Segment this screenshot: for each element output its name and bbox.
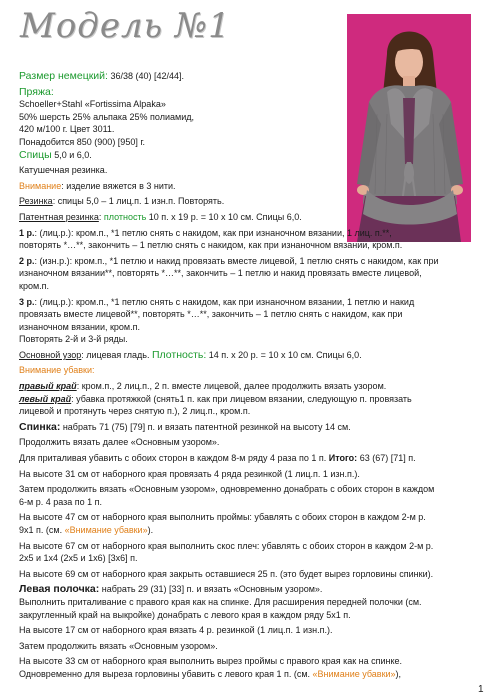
rib-label: Резинка [19,196,53,207]
left-edge-text: : убавка протяжкой (снять1 п. как при лицевом вязании, следующую п. провязать [71,393,412,404]
yarn-line: 50% шерсть 25% альпака 25% полиамид, [19,111,194,122]
patent-density-text: 10 п. x 19 р. = 10 x 10 см. Спицы 6,0. [146,211,302,222]
front-text: набрать 29 (31) [33] п. и вязать «Основным узором». [99,584,323,595]
left-edge-line [19,393,464,406]
front-line: закругленный край на выкройке) донабрать с левого края в каждом ряду 5x1 п. [19,609,351,620]
yarn-label: Пряжа: [19,85,54,98]
row3-text: : (лиц.р.): кром.п., *1 петлю снять с накидом, как при изнаночном вязании, 1 петлю и накид [34,296,415,307]
back-line [19,524,464,537]
page-title: Модель №1 [20,6,231,46]
front-text: Одновременно для выреза горловины убавить с левого края 1 п. (см. [19,668,313,679]
repeat-line: Повторять 2-й и 3-й ряды. [19,334,128,345]
patent-label: Патентная резинка [19,211,99,222]
back-text: ). [147,525,154,535]
needles-label: Спицы [19,148,52,161]
back-line [19,421,464,434]
back-text: 9x1 п. (см. [19,525,65,535]
row3-line [19,296,464,309]
back-total-label: Итого: [328,453,358,464]
row2-line [19,255,464,268]
needles-line [19,149,339,162]
patent-sep: : [98,211,104,222]
warning-line [19,180,339,193]
row2-num: 2 р. [19,255,35,266]
back-line [19,452,464,465]
back-text: 63 (67) [71] п. [357,453,416,464]
decrease-reference: «Внимание убавки» [312,668,396,679]
back-line: На высоте 69 см от наборного края закрыть оставшиеся 25 п. (это будет вырез горловины спинки). [19,568,434,579]
size-label: Размер немецкий: [19,70,108,82]
main-pattern-density-text: 14 п. x 20 р. = 10 x 10 см. Спицы 6,0. [206,349,362,360]
yarn-line: Понадобится 850 (900) [950] г. [19,136,146,147]
back-line: Затем продолжить вязать «Основным узором», одновременно донабрать с обоих сторон в каждом [19,484,435,495]
back-line: На высоте 31 см от наборного края провязать 4 ряда резинкой (1 лиц.п. 1 изн.п.). [19,468,360,479]
warning-text: : изделие вяжется в 3 нити. [61,180,176,191]
yarn-line: 420 м/100 г. Цвет 3011. [19,124,115,135]
row3-num: 3 р. [19,296,35,307]
yarn-line: Schoeller+Stahl «Fortissima Alpaka» [19,99,166,110]
front-line: Затем продолжить вязать «Основным узором». [19,640,218,651]
back-line: На высоте 67 см от наборного края выполнить скос плеч: убавлять с обоих сторон в каждом 2-м р. [19,540,434,551]
row3-line: изнаночном вязании, кром.п. [19,321,140,332]
row2-text: : (изн.р.): кром.п., *1 петлю и накид провязать вместе лицевой, 1 петлю снять с накидом, как при [34,255,439,266]
row1-line [19,227,464,240]
rib-type: Катушечная резинка. [19,165,108,176]
row3-line: провязать вместе лицевой**, повторять *…**, закончить – 1 петлю снять с накидом, как при [19,309,403,320]
front-label: Левая полочка: [19,583,100,596]
rib-text: : спицы 5,0 – 1 лиц.п. 1 изн.п. Повторять. [52,196,225,207]
main-pattern-label: Основной узор [19,349,82,360]
front-line [19,668,464,681]
right-edge-line [19,380,464,393]
front-line: Выполнить приталивание с правого края как на спинке. Для расширения передней полочки (см. [19,596,422,607]
main-pattern-text: : лицевая гладь. [81,349,152,360]
front-line [19,583,464,596]
row2-line: кром.п. [19,280,50,291]
patent-density-label: плотность [103,211,147,222]
front-line: На высоте 33 см от наборного края выполнить вырез проймы с правого края как на спинке. [19,656,403,667]
back-label: Спинка: [19,420,61,433]
left-edge-label: левый край [19,393,72,404]
rib-line [19,195,339,208]
back-line: 2x5 и 1x4 (2x5 и 1x6) [3x6] п. [19,553,138,564]
main-pattern-density-label: Плотность: [151,348,207,361]
back-text: набрать 71 (75) [79] п. и вязать патентной резинкой на высоту 14 см. [60,421,351,432]
patent-line [19,211,464,224]
decrease-heading: Внимание убавки: [19,365,95,376]
decrease-reference: «Внимание убавки» [64,525,148,535]
left-edge-line: лицевой и протянуть через снятую п.), 2 лиц.п., кром.п. [19,406,251,417]
right-edge-label: правый край [19,381,77,392]
main-pattern-line [19,349,464,362]
front-line: На высоте 17 см от наборного края вязать 4 р. резинкой (1 лиц.п. 1 изн.п.). [19,625,333,636]
pattern-instructions [19,70,464,681]
row1-num: 1 р. [19,227,35,238]
needles-value: 5,0 и 6,0. [51,149,92,160]
size-line [19,70,339,83]
yarn-heading [19,86,339,99]
back-line: На высоте 47 см от наборного края выполнить проймы: убавлять с обоих сторон в каждом 2-м р. [19,512,426,523]
page-number: 1 [478,684,484,695]
front-text: ), [395,668,402,679]
row1-line: повторять *…**, закончить – 1 петлю снять с накидом, как при изнаночном вязании, кром.п. [19,240,403,251]
back-text: Для приталивая убавить с обоих сторон в каждом 8-м ряду 4 раза по 1 п. [19,453,329,464]
warning-label: Внимание [19,180,62,191]
back-line: 6-м р. 4 раза по 1 п. [19,496,103,507]
size-value: 36/38 (40) [42/44]. [107,71,185,81]
row2-line: изнаночном вязании**, повторять *…**, закончить – 1 петлю и накид провязать вместе лицевой, [19,268,422,279]
row1-text: : (лиц.р.): кром.п., *1 петлю снять с накидом, как при изнаночном вязании, 1 лиц. п.**, [34,227,392,238]
back-line: Продолжить вязать далее «Основным узором». [19,437,220,448]
right-edge-text: : кром.п., 2 лиц.п., 2 п. вместе лицевой, далее продолжить вязать узором. [76,381,387,392]
